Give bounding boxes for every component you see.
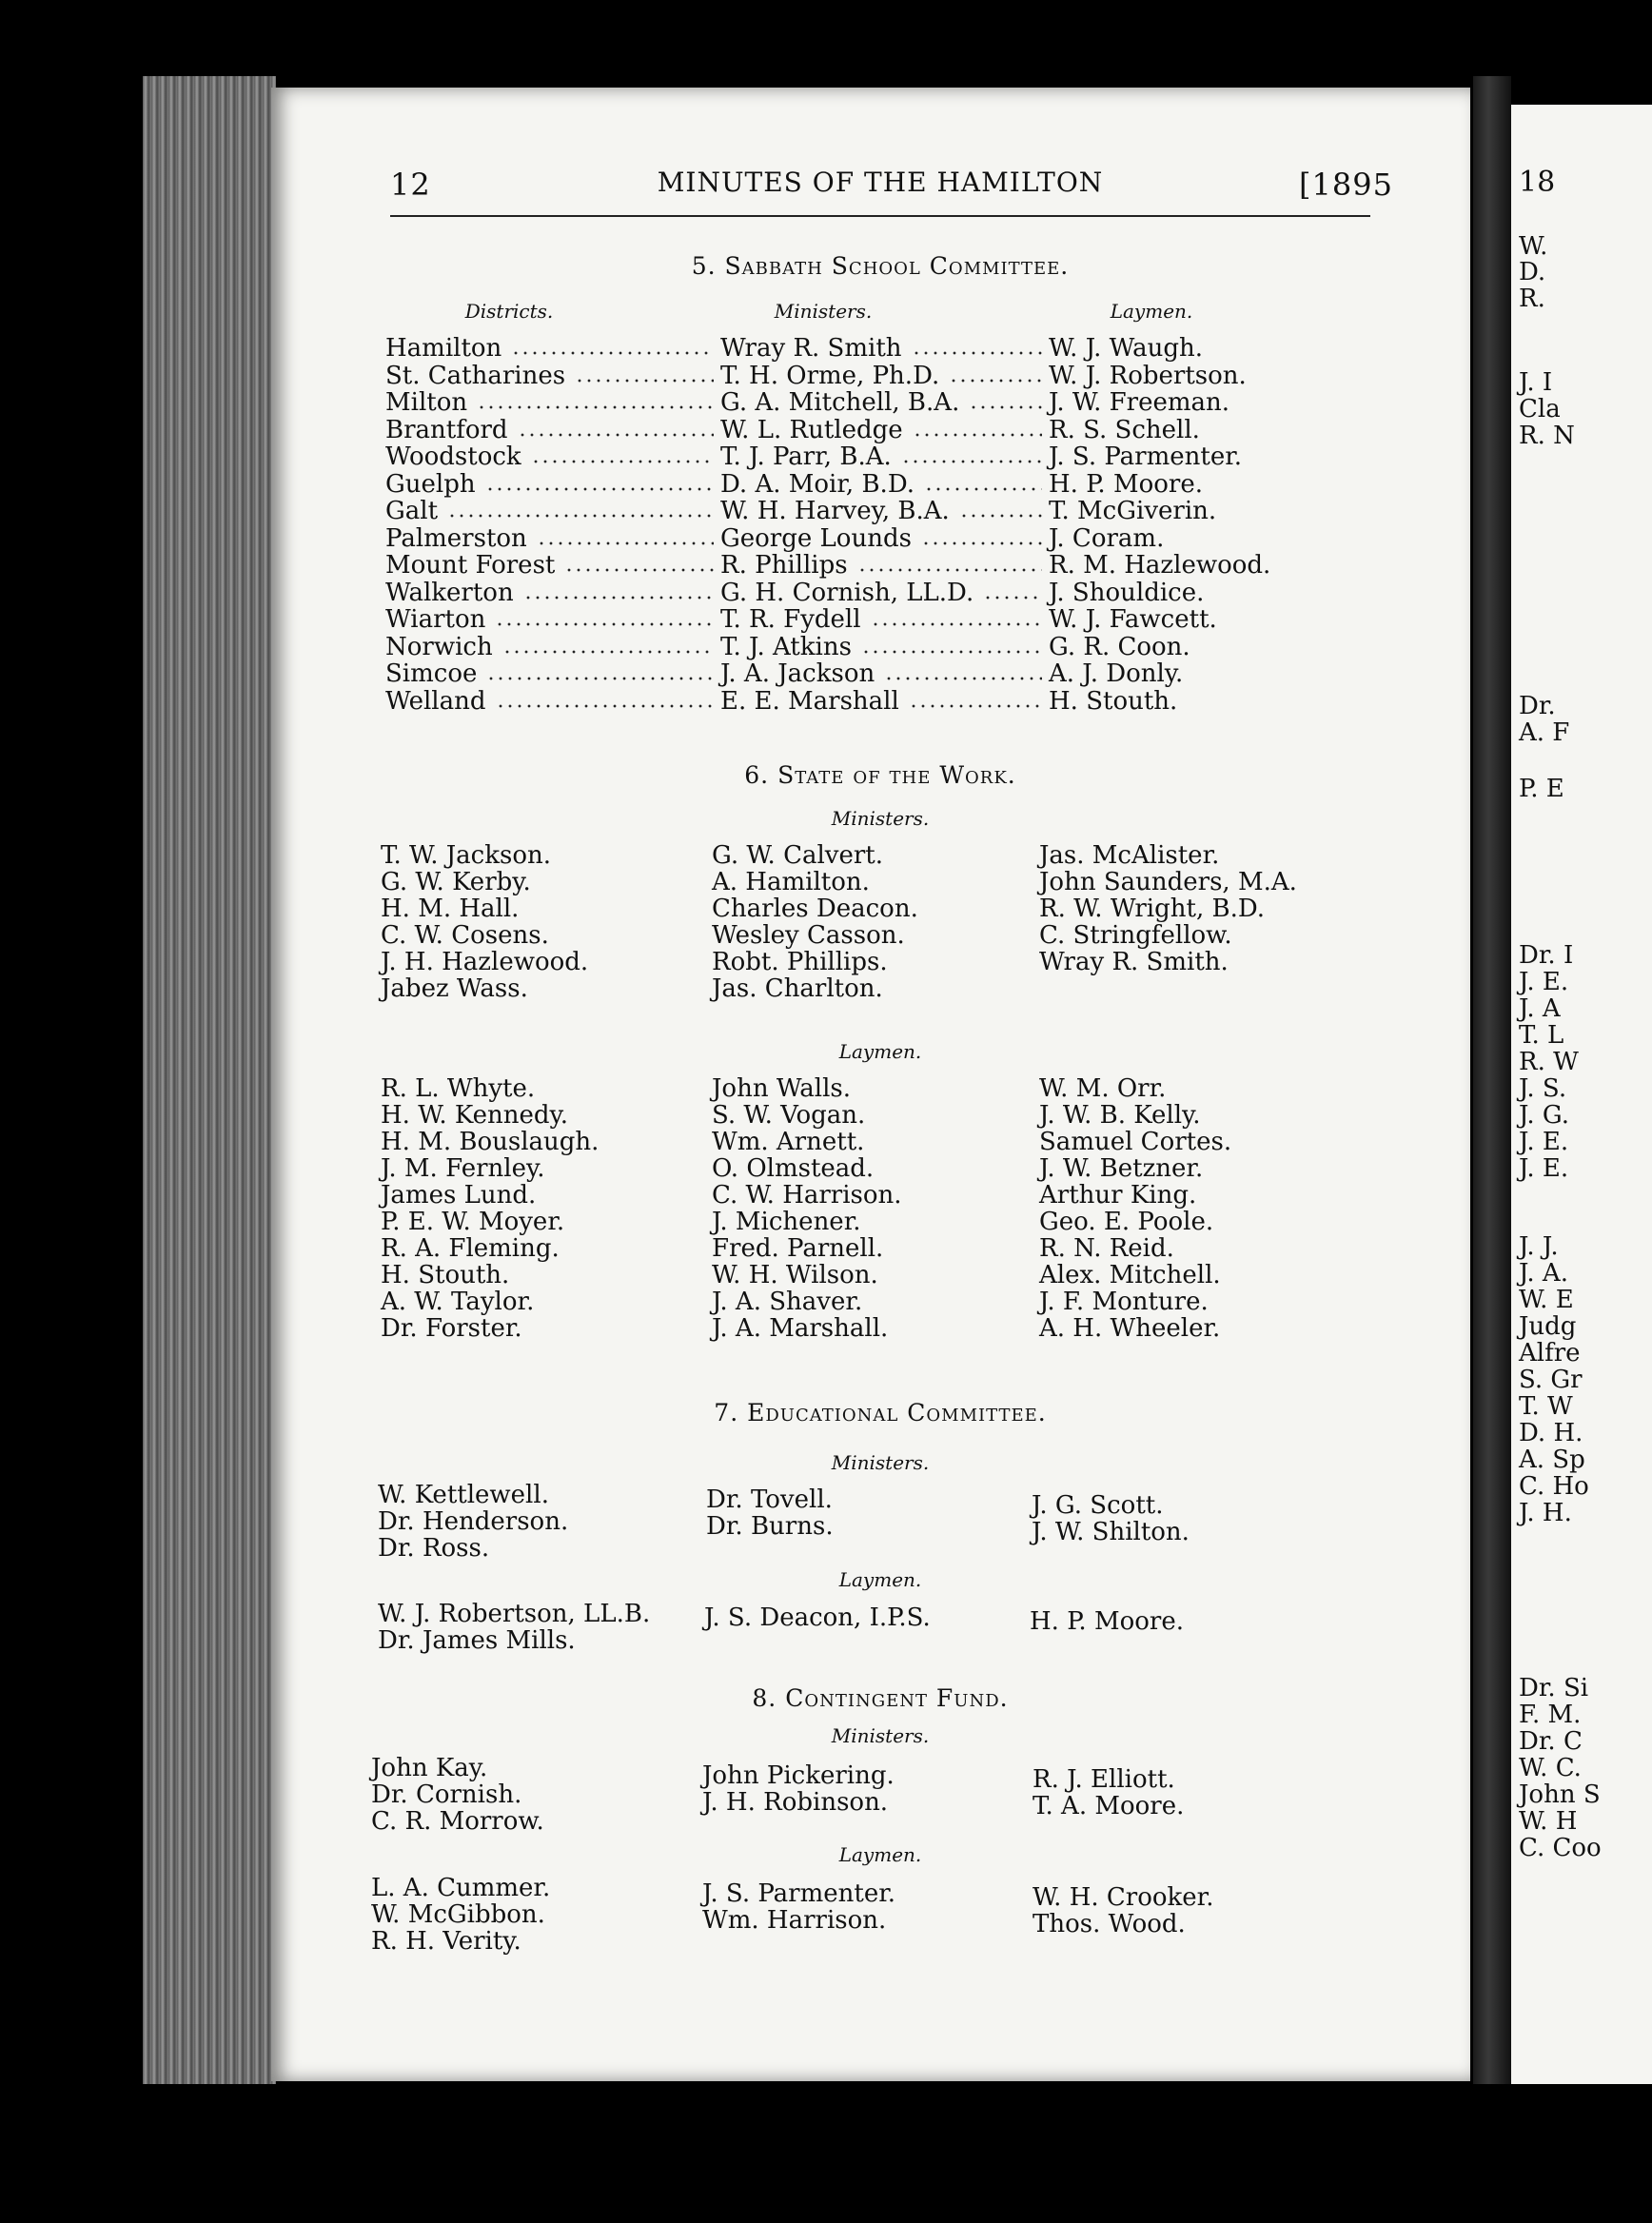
section-7-laymen-label: Laymen. (838, 1568, 922, 1591)
person-name: W. M. Orr. (1039, 1074, 1167, 1103)
person-name: A. H. Wheeler. (1039, 1314, 1221, 1343)
dot-leader (502, 650, 714, 654)
person-name: James Lund. (381, 1181, 537, 1210)
person-name: R. L. Whyte. (381, 1074, 536, 1103)
layman-name: T. McGiverin. (1049, 497, 1217, 525)
section-6-ministers-col-2 (712, 842, 918, 1002)
person-name: A. W. Taylor. (381, 1288, 535, 1316)
district-name: Guelph (385, 469, 476, 499)
table-row (385, 525, 1347, 552)
facing-page-number: 18 (1519, 166, 1556, 199)
facing-page-fragment: P. E (1519, 775, 1564, 803)
district-name: Mount Forest (385, 551, 556, 580)
minister-name: T. R. Fydell (720, 605, 861, 634)
facing-page-fragment: R. (1519, 285, 1545, 313)
person-name: Jas. Charlton. (712, 974, 883, 1003)
table-row (385, 660, 1347, 687)
person-name: J. S. Parmenter. (702, 1879, 896, 1908)
person-name: A. Hamilton. (712, 868, 870, 896)
facing-page-fragment: J. A (1519, 994, 1561, 1023)
person-name: L. A. Cummer. (371, 1874, 551, 1902)
table-row (385, 606, 1347, 633)
layman-name: J. W. Freeman. (1049, 388, 1230, 417)
dot-leader (857, 568, 1042, 572)
person-name: J. W. Shilton. (1032, 1518, 1190, 1546)
facing-page-fragment: A. F (1519, 718, 1570, 747)
person-name: Dr. Forster. (381, 1314, 522, 1343)
person-name: W. H. Wilson. (712, 1261, 878, 1289)
person-name: H. M. Bouslaugh. (381, 1128, 600, 1156)
section-7-laymen-col-3 (1030, 1608, 1184, 1635)
facing-page-fragment: S. Gr (1519, 1366, 1583, 1394)
dot-leader (861, 650, 1042, 654)
person-name: John Kay. (371, 1754, 488, 1782)
person-name: C. R. Morrow. (371, 1807, 544, 1836)
dot-leader (564, 568, 714, 572)
layman-name: A. J. Donly. (1049, 659, 1184, 688)
dot-leader (523, 596, 714, 600)
section-6-laymen-label: Laymen. (838, 1040, 922, 1063)
facing-page-fragment: J. H. (1519, 1499, 1572, 1527)
table-row (385, 580, 1347, 606)
dot-leader (924, 487, 1042, 491)
layman-name: W. J. Fawcett. (1049, 605, 1217, 634)
layman-name: W. J. Waugh. (1049, 334, 1204, 363)
person-name: P. E. W. Moyer. (381, 1208, 565, 1236)
district-name: Hamilton (385, 334, 502, 363)
person-name: J. F. Monture. (1039, 1288, 1209, 1316)
facing-page-fragment: W. H (1519, 1807, 1578, 1836)
layman-name: J. S. Parmenter. (1049, 443, 1243, 471)
person-name: Samuel Cortes. (1039, 1128, 1232, 1156)
person-name: Dr. Tovell. (706, 1485, 833, 1514)
person-name: H. M. Hall. (381, 895, 520, 923)
person-name: Dr. Cornish. (371, 1780, 522, 1809)
minister-name: R. Phillips (720, 551, 848, 580)
person-name: Charles Deacon. (712, 895, 918, 923)
section-8-laymen-col-2 (702, 1880, 895, 1934)
person-name: Dr. Ross. (378, 1534, 490, 1563)
facing-page-fragment: D. H. (1519, 1419, 1583, 1447)
dot-leader (495, 622, 714, 626)
facing-page-fragment: J. E. (1519, 1128, 1569, 1156)
person-name: Fred. Parnell. (712, 1234, 884, 1263)
dot-leader (884, 677, 1042, 680)
book-spine (1473, 76, 1511, 2084)
person-name: Wm. Harrison. (702, 1906, 887, 1935)
section-5-title: 5. Sabbath School Committee. (691, 252, 1070, 280)
running-title: MINUTES OF THE HAMILTON (657, 167, 1104, 198)
minister-name: G. A. Mitchell, B.A. (720, 388, 960, 417)
facing-page-fragment: Alfre (1519, 1339, 1581, 1367)
dot-leader (486, 677, 714, 680)
table-row (385, 498, 1347, 524)
person-name: J. A. Marshall. (712, 1314, 889, 1343)
layman-name: J. Coram. (1049, 523, 1165, 553)
layman-name: R. S. Schell. (1049, 415, 1200, 444)
section-7-ministers-col-2 (706, 1486, 834, 1540)
facing-page-fragment: R. N (1519, 422, 1575, 450)
section-6-title: 6. State of the Work. (744, 761, 1016, 789)
layman-name: H. Stouth. (1049, 686, 1178, 716)
dot-leader (485, 487, 714, 491)
person-name: R. N. Reid. (1039, 1234, 1174, 1263)
district-name: Galt (385, 497, 439, 525)
section-7-laymen-col-2 (704, 1604, 931, 1631)
dot-leader (531, 460, 714, 463)
person-name: Jas. McAlister. (1039, 841, 1220, 870)
facing-page-fragment: Dr. I (1519, 941, 1574, 970)
facing-page-fragment: C. Coo (1519, 1834, 1602, 1862)
district-name: Walkerton (385, 578, 514, 607)
person-name: H. Stouth. (381, 1261, 510, 1289)
person-name: J. H. Robinson. (702, 1788, 889, 1817)
section-8-laymen-col-3 (1032, 1884, 1214, 1938)
section-8-laymen-col-1 (371, 1875, 550, 1955)
person-name: C. W. Cosens. (381, 921, 549, 950)
person-name: John Pickering. (702, 1761, 895, 1790)
section-6-laymen-col-2 (712, 1075, 902, 1342)
facing-page-fragment: F. M. (1519, 1701, 1582, 1729)
facing-page-fragment: Dr. C (1519, 1727, 1583, 1756)
facing-page-fragment: T. L (1519, 1021, 1564, 1050)
person-name: C. W. Harrison. (712, 1181, 902, 1210)
facing-page-fragment: Dr. (1519, 692, 1556, 720)
person-name: G. W. Kerby. (381, 868, 531, 896)
table-row (385, 335, 1347, 362)
table-row (385, 471, 1347, 498)
facing-page-fragment: Dr. Si (1519, 1674, 1589, 1702)
district-name: Norwich (385, 632, 493, 661)
section-8-title: 8. Contingent Fund. (752, 1684, 1009, 1712)
dot-leader (496, 704, 714, 708)
person-name: W. H. Crooker. (1032, 1883, 1214, 1912)
dot-leader (921, 541, 1042, 545)
person-name: John Walls. (712, 1074, 852, 1103)
person-name: J. G. Scott. (1032, 1491, 1164, 1520)
person-name: J. H. Hazlewood. (381, 948, 589, 976)
person-name: Dr. Henderson. (378, 1507, 569, 1536)
section-7-ministers-col-3 (1032, 1492, 1190, 1545)
section-8-ministers-label: Ministers. (831, 1724, 930, 1747)
person-name: Wm. Arnett. (712, 1128, 865, 1156)
district-name: Milton (385, 388, 468, 417)
section-8-ministers-col-2 (702, 1762, 895, 1816)
facing-page-fragment: J. E. (1519, 1154, 1569, 1183)
table-row (385, 552, 1347, 579)
section-7-title: 7. Educational Committee. (714, 1399, 1047, 1426)
person-name: W. Kettlewell. (378, 1481, 549, 1509)
minister-name: T. H. Orme, Ph.D. (720, 361, 940, 390)
facing-page-fragment: W. E (1519, 1286, 1574, 1314)
facing-page-fragment: D. (1519, 258, 1546, 286)
facing-page-fragment: W. C. (1519, 1754, 1582, 1782)
district-name: Simcoe (385, 659, 478, 688)
minister-name: T. J. Parr, B.A. (720, 443, 892, 471)
dot-leader (913, 433, 1042, 437)
person-name: Thos. Wood. (1032, 1910, 1186, 1938)
section-8-ministers-col-1 (371, 1755, 544, 1835)
minister-name: Wray R. Smith (720, 334, 902, 363)
person-name: J. Michener. (712, 1208, 861, 1236)
section-7-ministers-col-1 (378, 1482, 568, 1562)
facing-page-fragment: A. Sp (1519, 1446, 1585, 1474)
facing-page-fragment: J. A. (1519, 1259, 1568, 1288)
district-name: Brantford (385, 415, 508, 444)
dot-leader (959, 514, 1042, 518)
dot-leader (969, 405, 1042, 409)
facing-page-fragment: Judg (1519, 1312, 1577, 1341)
district-name: St. Catharines (385, 361, 566, 390)
dot-leader (983, 596, 1042, 600)
minister-name: D. A. Moir, B.D. (720, 469, 915, 499)
dot-leader (901, 460, 1042, 463)
person-name: R. H. Verity. (371, 1927, 521, 1956)
facing-page-fragment: J. S. (1519, 1074, 1567, 1103)
section-8-ministers-col-3 (1032, 1766, 1184, 1820)
person-name: Arthur King. (1039, 1181, 1197, 1210)
person-name: Robt. Phillips. (712, 948, 888, 976)
layman-name: W. J. Robertson. (1049, 361, 1247, 390)
table-row (385, 363, 1347, 389)
person-name: J. W. Betzner. (1039, 1154, 1204, 1183)
person-name: Wray R. Smith. (1039, 948, 1229, 976)
col-head-ministers: Ministers. (774, 300, 873, 323)
facing-page-fragment: Cla (1519, 395, 1561, 423)
person-name: H. W. Kennedy. (381, 1101, 569, 1130)
layman-name: H. P. Moore. (1049, 469, 1203, 499)
table-row (385, 389, 1347, 416)
facing-page-fragment: J. E. (1519, 968, 1569, 996)
dot-leader (511, 351, 714, 355)
person-name: Wesley Casson. (712, 921, 905, 950)
person-name: J. A. Shaver. (712, 1288, 863, 1316)
person-name: S. W. Vogan. (712, 1101, 866, 1130)
minister-name: J. A. Jackson (720, 659, 875, 688)
facing-page-fragment: J. G. (1519, 1101, 1570, 1130)
facing-page (1511, 105, 1652, 2084)
person-name: Dr. Burns. (706, 1512, 834, 1541)
dot-leader (909, 704, 1042, 708)
dot-leader (949, 379, 1042, 383)
minister-name: E. E. Marshall (720, 686, 899, 716)
person-name: R. J. Elliott. (1032, 1765, 1175, 1794)
facing-page-fragment: J. J. (1519, 1232, 1559, 1261)
person-name: W. J. Robertson, LL.B. (378, 1600, 651, 1628)
section-6-ministers-col-3 (1039, 842, 1297, 975)
col-head-laymen: Laymen. (1110, 300, 1193, 323)
section-6-laymen-col-1 (381, 1075, 599, 1342)
person-name: Jabez Wass. (381, 974, 528, 1003)
dot-leader (912, 351, 1042, 355)
dot-leader (518, 433, 714, 437)
section-8-laymen-label: Laymen. (838, 1843, 922, 1866)
district-name: Welland (385, 686, 486, 716)
minister-name: G. H. Cornish, LL.D. (720, 578, 974, 607)
header-rule (390, 215, 1370, 217)
dot-leader (477, 405, 714, 409)
table-row (385, 688, 1347, 715)
facing-page-fragment: T. W (1519, 1392, 1573, 1421)
person-name: C. Stringfellow. (1039, 921, 1232, 950)
year: [1895 (1299, 167, 1393, 203)
district-name: Wiarton (385, 605, 486, 634)
person-name: Alex. Mitchell. (1039, 1261, 1221, 1289)
layman-name: R. M. Hazlewood. (1049, 551, 1271, 580)
person-name: Geo. E. Poole. (1039, 1208, 1214, 1236)
section-6-ministers-label: Ministers. (831, 807, 930, 830)
person-name: Dr. James Mills. (378, 1626, 576, 1655)
facing-page-fragment: W. (1519, 232, 1548, 261)
table-row (385, 634, 1347, 660)
dot-leader (447, 514, 714, 518)
section-7-ministers-label: Ministers. (831, 1451, 930, 1474)
person-name: W. McGibbon. (371, 1900, 545, 1929)
facing-page-fragment: John S (1519, 1780, 1601, 1809)
person-name: O. Olmstead. (712, 1154, 875, 1183)
section-6-laymen-col-3 (1039, 1075, 1231, 1342)
facing-page-fragment: C. Ho (1519, 1472, 1589, 1501)
minister-name: W. L. Rutledge (720, 415, 903, 444)
person-name: H. P. Moore. (1030, 1607, 1184, 1636)
page-edge-stack (143, 76, 276, 2084)
minister-name: W. H. Harvey, B.A. (720, 497, 950, 525)
person-name: G. W. Calvert. (712, 841, 884, 870)
section-7-laymen-col-1 (378, 1601, 650, 1654)
minister-name: George Lounds (720, 523, 912, 553)
person-name: R. A. Fleming. (381, 1234, 560, 1263)
person-name: J. S. Deacon, I.P.S. (704, 1603, 931, 1632)
minister-name: T. J. Atkins (720, 632, 852, 661)
layman-name: J. Shouldice. (1049, 578, 1205, 607)
dot-leader (537, 541, 714, 545)
district-name: Woodstock (385, 443, 521, 471)
facing-page-fragment: R. W (1519, 1048, 1579, 1076)
person-name: J. W. B. Kelly. (1039, 1101, 1201, 1130)
layman-name: G. R. Coon. (1049, 632, 1190, 661)
district-name: Palmerston (385, 523, 527, 553)
person-name: T. W. Jackson. (381, 841, 552, 870)
col-head-districts: Districts. (464, 300, 554, 323)
table-row (385, 443, 1347, 470)
person-name: J. M. Fernley. (381, 1154, 545, 1183)
dot-leader (871, 622, 1042, 626)
table-row (385, 417, 1347, 443)
person-name: T. A. Moore. (1032, 1792, 1185, 1820)
person-name: R. W. Wright, B.D. (1039, 895, 1266, 923)
dot-leader (575, 379, 714, 383)
section-6-ministers-col-1 (381, 842, 588, 1002)
page-number: 12 (390, 167, 431, 203)
person-name: John Saunders, M.A. (1039, 868, 1297, 896)
facing-page-fragment: J. I (1519, 368, 1553, 397)
